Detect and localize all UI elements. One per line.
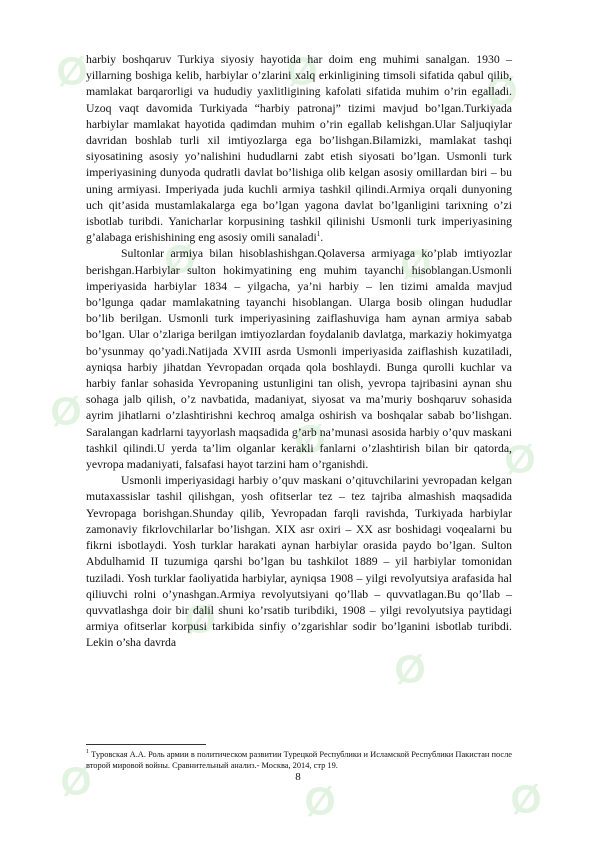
watermark-logo-4: Ø [164, 237, 196, 282]
watermark-logo-2: Ø [286, 49, 318, 94]
paragraph-2 [86, 242, 512, 473]
paragraph-1-text: harbiy boshqaruv Turkiya siyosiy hayotida har doim eng muhimi sanalgan. 1930 – yillarning boshiga kelib, harbiylar o’zlarini xalq erkinligining timsoli sifatida qabul qilib, mamlakat barqarorligi va hududiy yaxlitligining kafolati sifatida muhim o’rin egalladi. Uzoq vaqt davomida Turkiyada “harbiy patronaj” tizimi mavjud bo’lgan.Turkiyada harbiylar mamlakat hayotida qadimdan muhim o’rin egallab kelishgan.Ular Saljuqiylar davridan boshlab turli xil imtiyozlarga ega bo’lishgan.Bilamizki, mamlakat tashqi siyosatining asosiy yo’nalishini hududlarni zabt etish siyosati bo’lgan. Usmonli turk imperiyasining dunyoda qudratli davlat bo’lishiga olib kelgan asosiy omillardan biri – bu uning armiyasi. Imperiyada juda kuchli armiya tashkil qilindi.Armiya orqali dunyoning uch qit’asida mustamlakalarga ega bo’lgan yagona davlat bo’lganligini tarixning o’zi isbotlab turibdi. Yanicharlar korpusining tashkil qilinishi Usmonli turk imperiyasining g’alabaga erishishining eng asosiy omili sanaladi [86, 53, 512, 245]
watermark-logo-3: Ø [486, 69, 518, 114]
watermark-logo-1: Ø [56, 49, 88, 94]
watermark-logo-6: Ø [50, 389, 82, 434]
footnote-marker: 1 [86, 749, 89, 756]
page-number: 8 [295, 771, 301, 783]
watermark-logo-12: Ø [304, 779, 336, 824]
body-text [86, 49, 512, 652]
watermark-logo-11: Ø [60, 759, 92, 804]
footnote [86, 750, 512, 771]
watermark-logo-10: Ø [394, 647, 426, 692]
watermark-logo-5: Ø [400, 242, 432, 287]
paragraph-2-text: Sultonlar armiya bilan hisoblashishgan.Qolaversa armiyaga ko’plab imtiyozlar berishgan.Harbiylar sulton hokimyatining eng muhim tayanchi hisoblangan.Usmonli imperiyasida harbiylar 1834 – yilgacha, ya’ni harbiy – len tizimi amalda mavjud bo’lgunga qadar mamlakatning tayanchi hisoblangan. Ularga bosib olingan hududlar bo’lib berilgan. Usmonli turk imperiyasining zaiflashuviga ham aynan armiya sabab bo’lgan. Ular o’zlariga berilgan imtiyozlardan foydalanib davlatga, markaziy hokimyatga bo’ysunmay qo’yadi.Natijada XVIII asrda Usmonli imperiyasida zaiflashish kuzatiladi, ayniqsa harbiy jihatdan Yevropadan orqada qola boshlaydi. Bunga qurolli kuchlar va harbiy fanlar sohasida Yevropaning ustunligini tan olish, yevropa tajribasini aynan shu sohaga jalb qilish, o’z navbatida, madaniyat, siyosat va ma’muriy boshqaruv sohasida ayrim jihatlarni o’zlashtirishni kechroq amalga oshirish va boshqalar sabab bo’lishgan. Saralangan kadrlarni tayyorlash maqsadida g’arb na’munasi asosida harbiy o’quv maskani tashkil qilindi.U yerda ta’lim olganlar kerakli fanlarni o’zlashtirish bilan bir qatorda, yevropa madaniyati, falsafasi hayot tarzini ham o’rganishdi. [86, 247, 512, 472]
watermark-logo-8: Ø [504, 437, 536, 482]
footnote-separator [86, 744, 206, 745]
paragraph-3 [86, 473, 512, 651]
footnote-text: Туровская А.А. Роль армии в политическом развитии Турецкой Республики и Исламской Республики Пакистан после второй мировой войны. Сравнительный анализ.- Москва, 2014, стр 19. [86, 750, 513, 770]
footnote-ref-1[interactable]: 1 [316, 230, 321, 239]
watermark-logo-9: Ø [184, 597, 216, 642]
paragraph-3-text: Usmonli imperiyasidagi harbiy o’quv maskani o’qituvchilarini yevropadan kelgan mutaxassislar tashil qilishgan, yosh ofitserlar tez – tez tajriba almashish maqsadida Yevropaga borishgan.Shunday qilib, Yevropadan farqli ravishda, Turkiyada harbiylar zamonaviy fikrlovchilarlar bo’lishgan. XIX asr oxiri – XX asr boshidagi voqealarni bu fikrni isbotlaydi. Yosh turklar harakati aynan harbiylar orasida paydo bo’lgan. Sulton Abdulhamid II tuzumiga qarshi bo’lgan bu tashkilot 1889 – yil harbiylar tomonidan tuziladi. Yosh turklar faoliyatida harbiylar, ayniqsa 1908 – yilgi revolyutsiya arafasida hal qiliuvchi rolni o’ynashgan.Armiya revolyutsiyani qo’llab – quvvatlagan.Bu qo’llab – quvvatlashga doir bir dalil shuni ko’rsatib turibdiki, 1908 – yilgi revolyutsiya paytidagi armiya ofitserlar korpusi tarkibida sinfiy o’zgarishlar sodir bo’lganini isbotlab turibdi. Lekin o’sha davrda [86, 474, 512, 650]
paragraph-1-tail: . [320, 231, 324, 245]
paragraph-1 [86, 49, 512, 246]
watermark-logo-13: Ø [510, 777, 542, 822]
watermark-logo-7: Ø [294, 417, 326, 462]
